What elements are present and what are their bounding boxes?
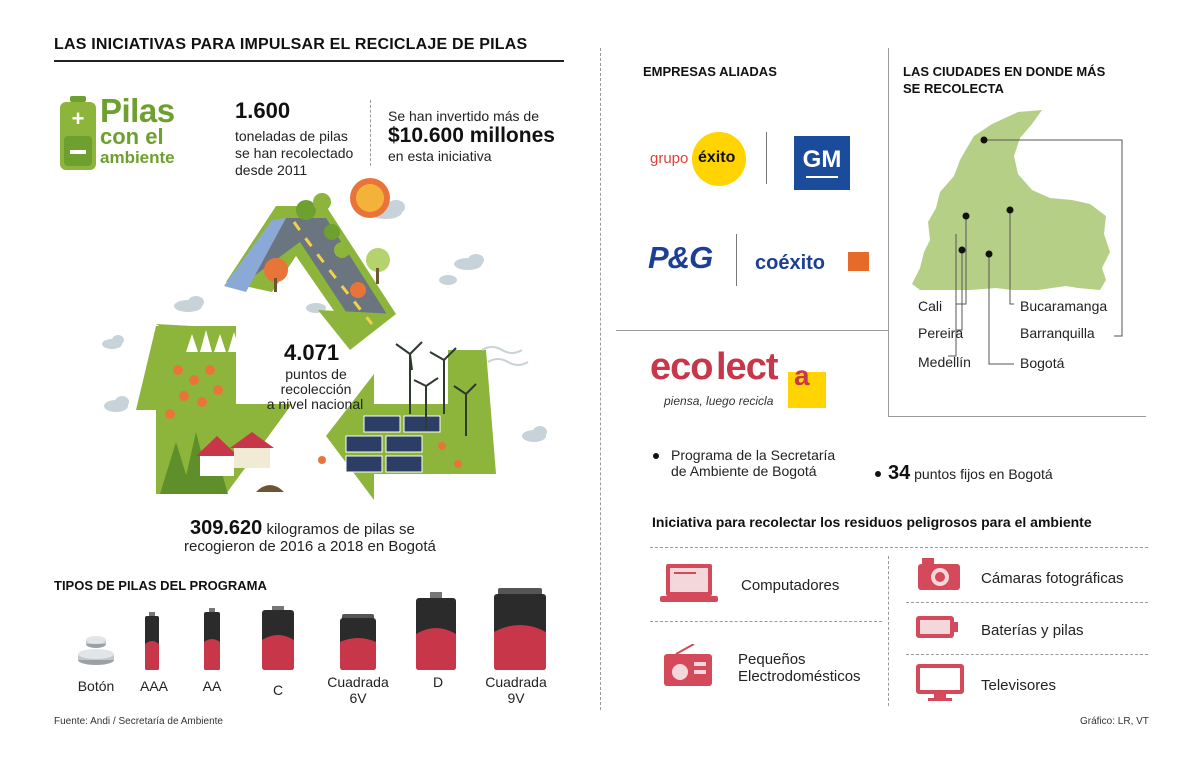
d-battery-icon xyxy=(416,592,456,670)
cities-divider xyxy=(888,48,889,416)
tons-text1: toneladas de pilas xyxy=(235,128,348,144)
invest-value: $10.600 millones xyxy=(388,124,555,147)
pg-logo: P&G xyxy=(648,240,713,275)
city-barranquilla: Barranquilla xyxy=(1020,325,1095,341)
city-cali: Cali xyxy=(918,298,943,314)
partner-sep2 xyxy=(736,234,737,286)
bullet-2 xyxy=(875,471,881,477)
tons-text2: se han recolectado xyxy=(235,145,354,161)
city-pereira: Pereira xyxy=(918,325,964,341)
tv-icon xyxy=(916,664,964,702)
logo-line2: con el xyxy=(100,124,164,149)
grid-rule-left xyxy=(650,621,882,622)
points-text3: a nivel nacional xyxy=(266,396,364,412)
stat-divider xyxy=(370,100,371,166)
ecolecta-tagline: piensa, luego recicla xyxy=(664,394,774,408)
square-9v-battery-icon xyxy=(494,588,546,670)
item-televisores: Televisores xyxy=(981,677,1057,694)
grid-rule-right1 xyxy=(906,602,1148,603)
svg-text:+: + xyxy=(71,106,85,131)
source-note: Fuente: Andi / Secretaría de Ambiente xyxy=(54,716,223,727)
battery-types-heading: TIPOS DE PILAS DEL PROGRAMA xyxy=(54,578,267,593)
ecolecta-logo xyxy=(650,346,830,416)
cities-heading-1: LAS CIUDADES EN DONDE MÁS xyxy=(903,64,1106,79)
vertical-divider xyxy=(600,48,601,710)
title-rule xyxy=(54,60,564,62)
exito-name: éxito xyxy=(698,149,736,166)
ecolecta-name-a: eco xyxy=(650,346,713,388)
aaa-battery-icon xyxy=(145,612,159,670)
city-bucaramanga: Bucaramanga xyxy=(1020,298,1108,314)
cities-bottom-rule xyxy=(888,416,1146,417)
points-text1: puntos de xyxy=(285,366,347,382)
logo-line3: ambiente xyxy=(100,148,175,167)
page-title: LAS INICIATIVAS PARA IMPULSAR EL RECICLAJE DE PILAS xyxy=(54,36,528,53)
gm-underline xyxy=(806,176,838,178)
ecolecta-name-b: lect xyxy=(716,346,778,388)
radio-icon xyxy=(664,644,712,686)
grid-rule-top xyxy=(650,547,1148,548)
item-computadores: Computadores xyxy=(741,577,840,594)
battery-label-c: C xyxy=(272,682,284,698)
aa-battery-icon xyxy=(204,608,220,670)
laptop-icon xyxy=(660,562,718,604)
city-medellin: Medellín xyxy=(918,354,971,370)
logo-line1: Pilas xyxy=(100,92,175,129)
item-baterias: Baterías y pilas xyxy=(981,622,1084,639)
city-bogota: Bogotá xyxy=(1020,355,1065,371)
partners-divider xyxy=(616,330,888,331)
invest-text1: Se han invertido más de xyxy=(388,108,539,124)
ecolecta-bullet2-text: puntos fijos en Bogotá xyxy=(914,466,1053,482)
cities-heading-2: SE RECOLECTA xyxy=(903,81,1004,96)
ecolecta-bullet1-line2: de Ambiente de Bogotá xyxy=(671,463,817,479)
partners-heading: EMPRESAS ALIADAS xyxy=(643,64,777,79)
kg-line1 xyxy=(190,517,415,540)
coexito-icon xyxy=(848,252,869,271)
points-text2: recolección xyxy=(280,381,352,397)
battery-label-aaa: AAA xyxy=(139,678,168,694)
battery-types-graphic xyxy=(60,588,560,674)
kg-text2: recogieron de 2016 a 2018 en Bogotá xyxy=(184,538,436,555)
button-cell-icon xyxy=(78,636,114,665)
tons-value: 1.600 xyxy=(235,98,291,123)
battery-icon xyxy=(916,614,958,640)
credit-note: Gráfico: LR, VT xyxy=(1080,716,1149,727)
ecolecta-bullet2-value: 34 xyxy=(888,462,911,484)
gm-text: GM xyxy=(802,146,842,173)
points-value: 4.071 xyxy=(284,340,340,365)
kg-text1: kilogramos de pilas se xyxy=(266,521,415,538)
camera-icon xyxy=(918,558,960,590)
exito-prefix: grupo xyxy=(650,150,689,167)
grid-rule-right2 xyxy=(906,654,1148,655)
kg-value: 309.620 xyxy=(190,517,263,539)
c-battery-icon xyxy=(262,606,294,670)
grid-divider xyxy=(888,556,889,706)
invest-text2: en esta iniciativa xyxy=(388,148,492,164)
tons-text3: desde 2011 xyxy=(235,162,308,178)
sun xyxy=(350,178,390,218)
battery-label-9v: Cuadrada 9V xyxy=(485,674,547,706)
battery-label-aa: AA xyxy=(202,678,222,694)
exito-logo xyxy=(650,132,750,188)
battery-label-d: D xyxy=(432,674,444,690)
square-6v-battery-icon xyxy=(340,614,376,670)
battery-label-6v: Cuadrada 6V xyxy=(327,674,389,706)
ecolecta-bullet1-line1: Programa de la Secretaría xyxy=(671,447,836,463)
item-camaras: Cámaras fotográficas xyxy=(981,570,1124,587)
gm-logo xyxy=(794,136,850,190)
pilas-logo xyxy=(58,92,208,174)
ecolecta-bullet2 xyxy=(888,462,1053,485)
battery-logo-icon xyxy=(58,96,98,172)
battery-label-boton: Botón xyxy=(77,678,115,694)
bullet-1 xyxy=(653,453,659,459)
initiative-heading: Iniciativa para recolectar los residuos peligrosos para el ambiente xyxy=(652,514,1092,530)
item-electrodomesticos: Pequeños Electrodomésticos xyxy=(738,651,861,685)
ecolecta-name-c: a xyxy=(794,360,810,391)
coexito-logo: coéxito xyxy=(755,252,826,274)
partner-sep1 xyxy=(766,132,767,184)
